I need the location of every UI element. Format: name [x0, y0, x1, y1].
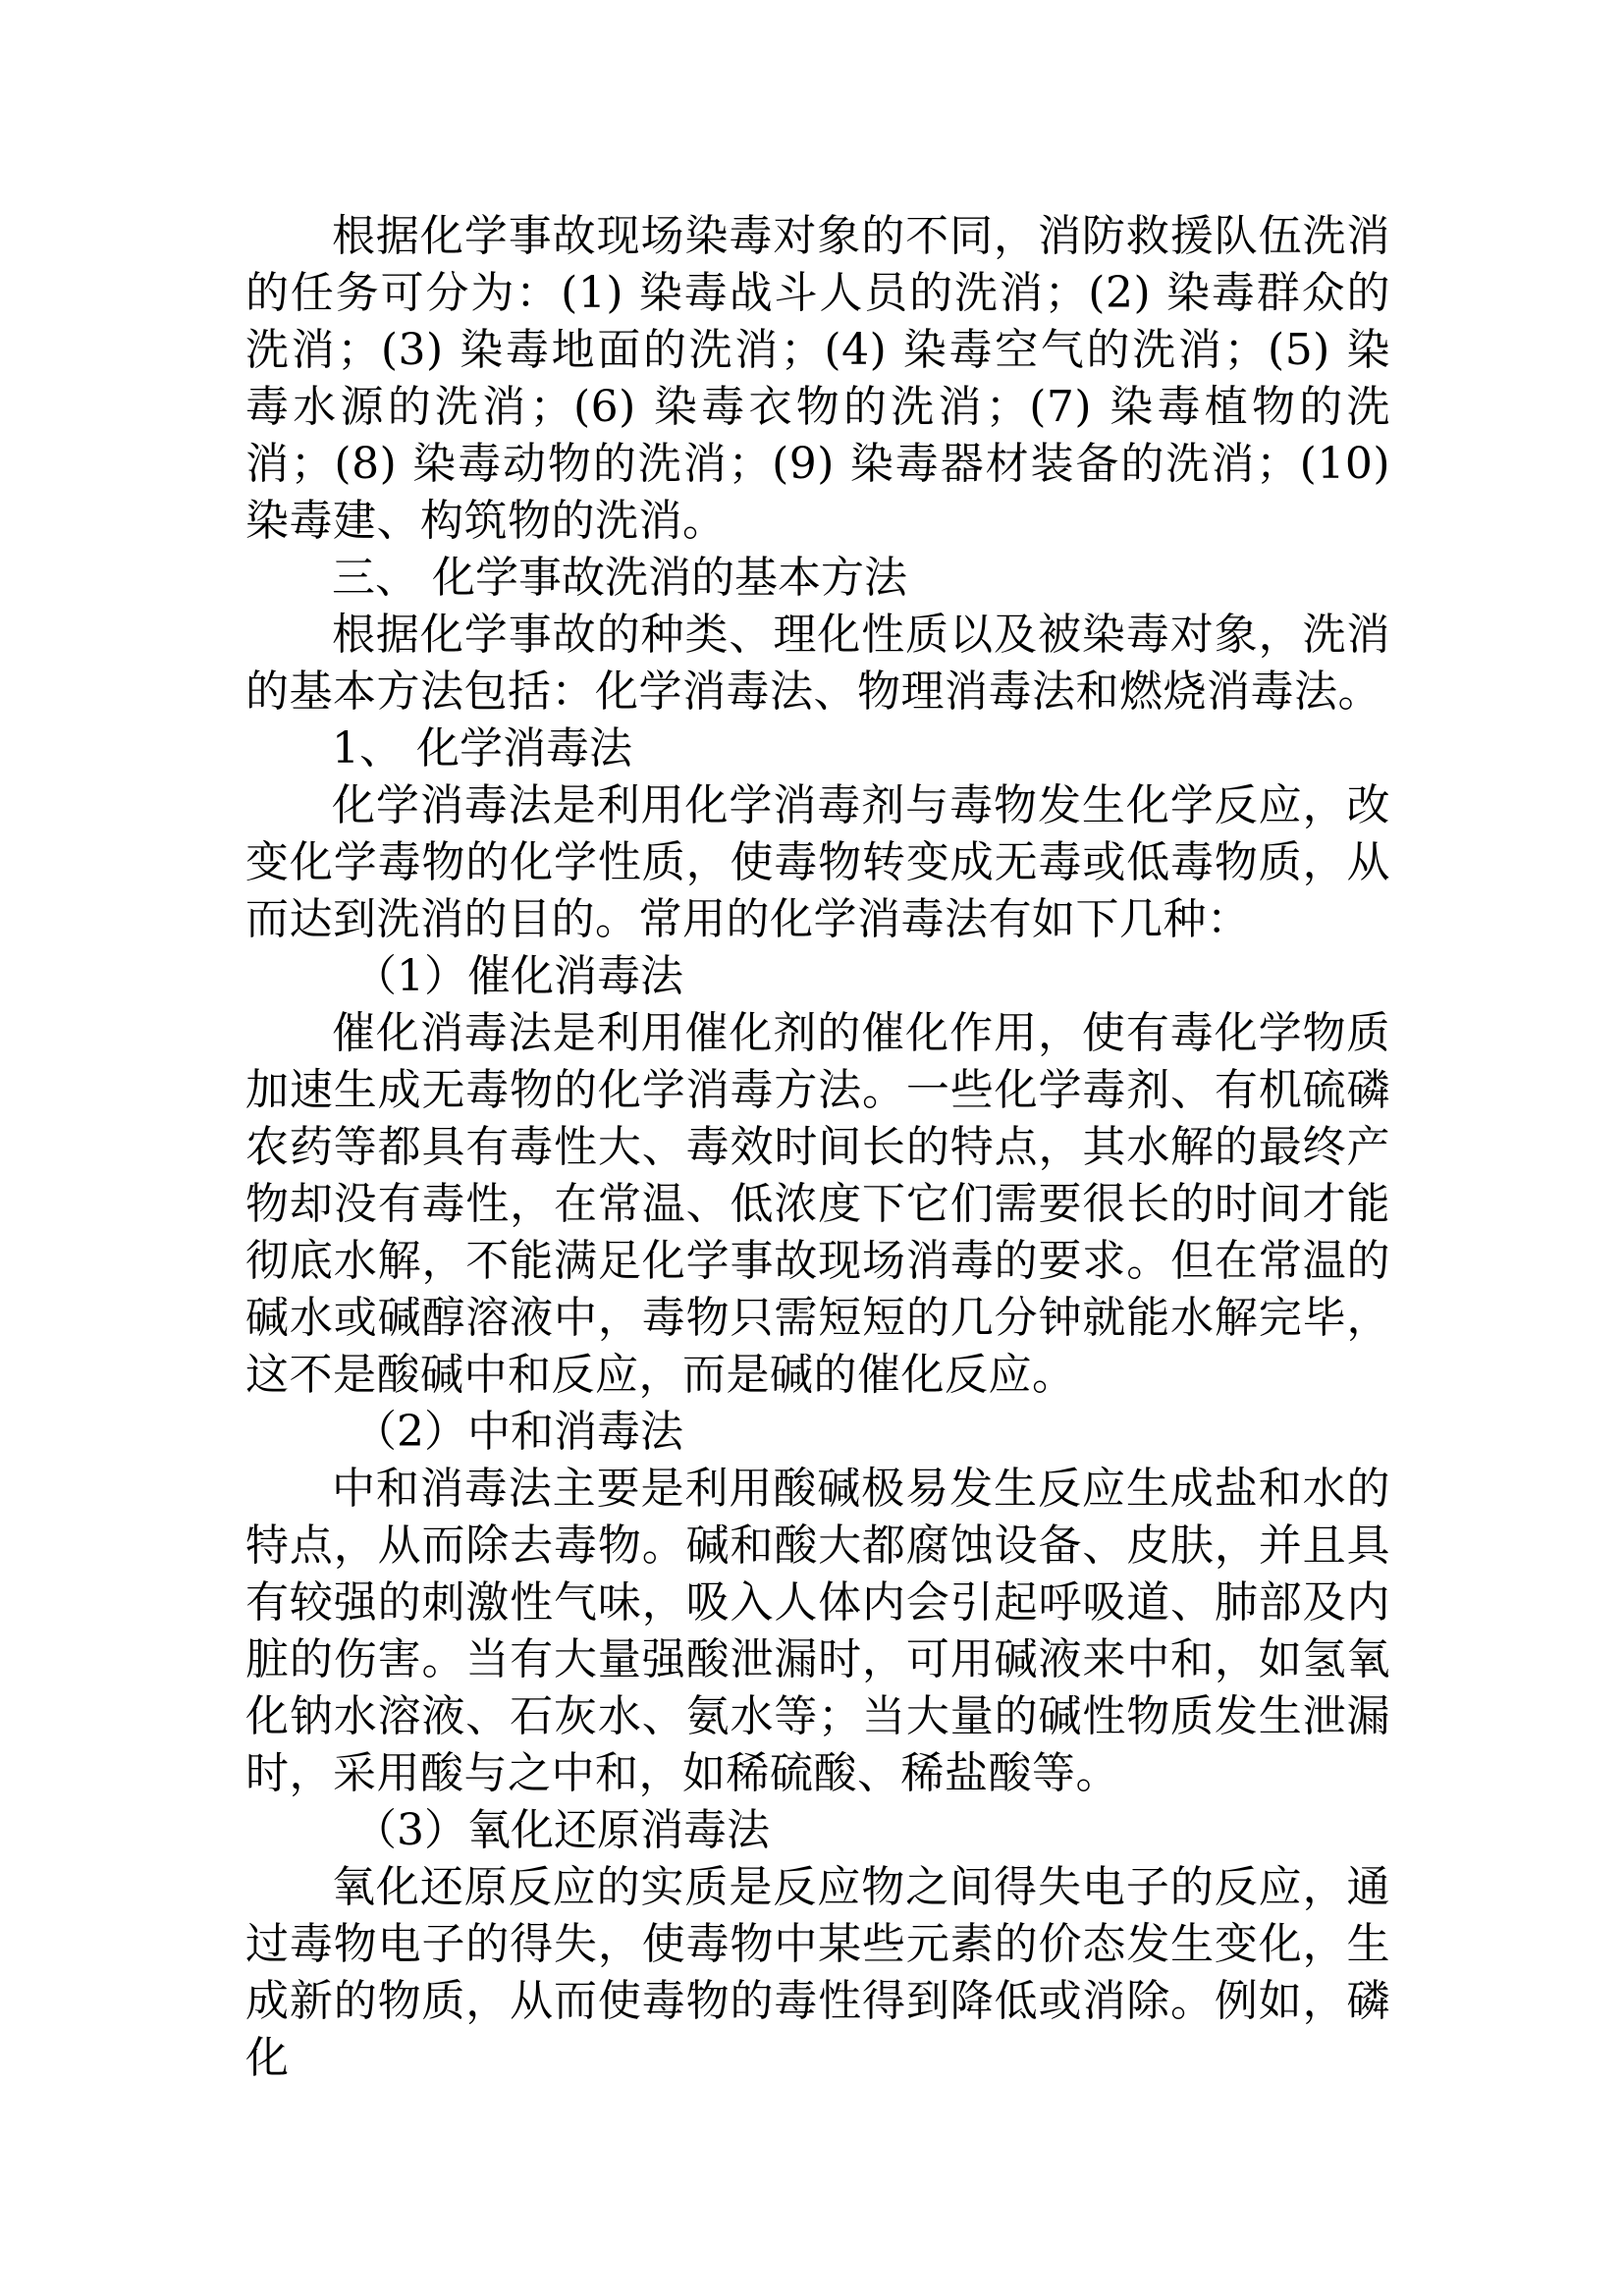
- paragraph-neutralization: 中和消毒法主要是利用酸碱极易发生反应生成盐和水的特点，从而除去毒物。碱和酸大都腐蚀设备、皮肤，并且具有较强的刺激性气味，吸入人体内会引起呼吸道、肺部及内脏的伤害。当有大量强酸泄漏时，可用碱液来中和，如氢氧化钠水溶液、石灰水、氨水等；当大量的碱性物质发生泄漏时，采用酸与之中和，如稀硫酸、稀盐酸等。: [245, 1464, 1390, 1798]
- item-heading-neutralization: （2）中和消毒法: [353, 1407, 683, 1457]
- item-heading-redox: （3）氧化还原消毒法: [353, 1805, 770, 1855]
- document-page: [245, 208, 1390, 2087]
- paragraph-catalytic: 催化消毒法是利用催化剂的催化作用，使有毒化学物质加速生成无毒物的化学消毒方法。一些化学毒剂、有机硫磷农药等都具有毒性大、毒效时间长的特点，其水解的最终产物却没有毒性，在常温、低浓度下它们需要很长的时间才能彻底水解，不能满足化学事故现场消毒的要求。但在常温的碱水或碱醇溶液中，毒物只需短短的几分钟就能水解完毕，这不是酸碱中和反应，而是碱的催化反应。: [245, 1008, 1390, 1400]
- paragraph-chemical-method: 化学消毒法是利用化学消毒剂与毒物发生化学反应，改变化学毒物的化学性质，使毒物转变成无毒或低毒物质，从而达到洗消的目的。常用的化学消毒法有如下几种：: [245, 780, 1390, 944]
- paragraph-basic-methods: 根据化学事故的种类、理化性质以及被染毒对象，洗消的基本方法包括：化学消毒法、物理消毒法和燃烧消毒法。: [245, 610, 1390, 717]
- section-heading-basic-methods: 三、 化学事故洗消的基本方法: [332, 553, 907, 603]
- item-heading-catalytic: （1）催化消毒法: [353, 951, 683, 1001]
- paragraph-redox: 氧化还原反应的实质是反应物之间得失电子的反应，通过毒物电子的得失，使毒物中某些元素的价态发生变化，生成新的物质，从而使毒物的毒性得到降低或消除。例如，磷化: [245, 1862, 1390, 2083]
- paragraph-decontamination-tasks: 根据化学事故现场染毒对象的不同，消防救援队伍洗消的任务可分为：(1) 染毒战斗人员的洗消；(2) 染毒群众的洗消；(3) 染毒地面的洗消；(4) 染毒空气的洗消；(5) 染毒水源的洗消；(6) 染毒衣物的洗消；(7) 染毒植物的洗消；(8) 染毒动物的洗消；(9) 染毒器材装备的洗消；(10) 染毒建、构筑物的洗消。: [245, 211, 1390, 546]
- subsection-heading-chemical-method: 1、 化学消毒法: [332, 723, 632, 774]
